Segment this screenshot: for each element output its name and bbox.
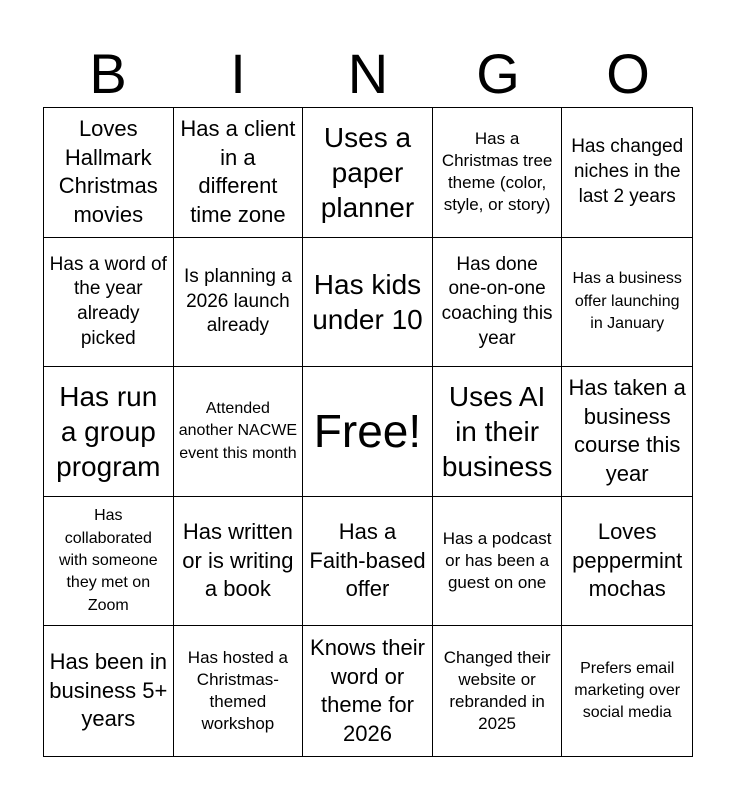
cell-text: Has a word of the year already picked — [49, 253, 167, 349]
bingo-cell-r2c4[interactable] — [433, 238, 563, 368]
cell-text: Has been in business 5+ years — [49, 649, 168, 732]
cell-text: Has a Faith-based offer — [309, 519, 426, 602]
bingo-cell-r5c5[interactable] — [562, 626, 692, 756]
cell-text: Has run a group program — [56, 380, 161, 482]
bingo-cell-r5c3[interactable] — [303, 626, 433, 756]
cell-text: Uses AI in their business — [441, 380, 553, 482]
header-letter-o: O — [606, 42, 650, 105]
bingo-cell-r4c4[interactable] — [433, 497, 563, 627]
cell-text: Has written or is writing a book — [182, 519, 294, 602]
bingo-cell-r1c2[interactable] — [174, 108, 304, 238]
bingo-cell-r2c5[interactable] — [562, 238, 692, 368]
bingo-cell-r1c1[interactable] — [44, 108, 174, 238]
bingo-cell-r1c3[interactable] — [303, 108, 433, 238]
header-letter-i: I — [230, 42, 246, 105]
bingo-cell-r5c2[interactable] — [174, 626, 304, 756]
bingo-cell-r4c3[interactable] — [303, 497, 433, 627]
cell-text: Has a podcast or has been a guest on one — [442, 528, 552, 593]
cell-text: Knows their word or theme for 2026 — [310, 635, 425, 746]
cell-text: Has a business offer launching in January — [572, 270, 682, 333]
bingo-cell-r3c2[interactable] — [174, 367, 304, 497]
cell-text: Changed their website or rebranded in 2025 — [443, 648, 551, 734]
header-letter-n: N — [347, 42, 389, 105]
cell-text: Has kids under 10 — [312, 268, 423, 335]
cell-text: Prefers email marketing over social media — [574, 659, 681, 722]
bingo-cell-r2c3[interactable] — [303, 238, 433, 368]
bingo-cell-r3c5[interactable] — [562, 367, 692, 497]
free-space-label: Free! — [313, 405, 422, 458]
cell-text: Loves Hallmark Christmas movies — [58, 116, 158, 227]
bingo-cell-r1c4[interactable] — [433, 108, 563, 238]
bingo-cell-r3c1[interactable] — [44, 367, 174, 497]
bingo-board — [43, 107, 693, 757]
bingo-cell-r4c2[interactable] — [174, 497, 304, 627]
cell-text: Has a client in a different time zone — [180, 116, 296, 227]
cell-text: Has changed niches in the last 2 years — [571, 136, 684, 207]
cell-text: Is planning a 2026 launch already — [184, 265, 292, 337]
bingo-cell-r2c1[interactable] — [44, 238, 174, 368]
cell-text: Loves peppermint mochas — [572, 519, 683, 602]
bingo-cell-r1c5[interactable] — [562, 108, 692, 238]
cell-text: Has done one-on-one coaching this year — [441, 253, 553, 349]
bingo-cell-r5c4[interactable] — [433, 626, 563, 756]
cell-text: Has hosted a Christmas-themed workshop — [187, 648, 288, 734]
cell-text: Has taken a business course this year — [568, 375, 686, 487]
cell-text: Uses a paper planner — [320, 121, 415, 223]
bingo-cell-free[interactable] — [303, 367, 433, 497]
cell-text: Has collaborated with someone they met on Zoom — [58, 507, 158, 614]
header-letter-b: B — [89, 42, 127, 105]
bingo-cell-r4c5[interactable] — [562, 497, 692, 627]
bingo-cell-r3c4[interactable] — [433, 367, 563, 497]
bingo-cell-r2c2[interactable] — [174, 238, 304, 368]
bingo-cell-r4c1[interactable] — [44, 497, 174, 627]
bingo-cell-r5c1[interactable] — [44, 626, 174, 756]
cell-text: Attended another NACWE event this month — [178, 399, 298, 462]
cell-text: Has a Christmas tree theme (color, style, or story) — [441, 129, 553, 215]
bingo-header — [43, 40, 693, 108]
header-letter-g: G — [476, 42, 520, 105]
